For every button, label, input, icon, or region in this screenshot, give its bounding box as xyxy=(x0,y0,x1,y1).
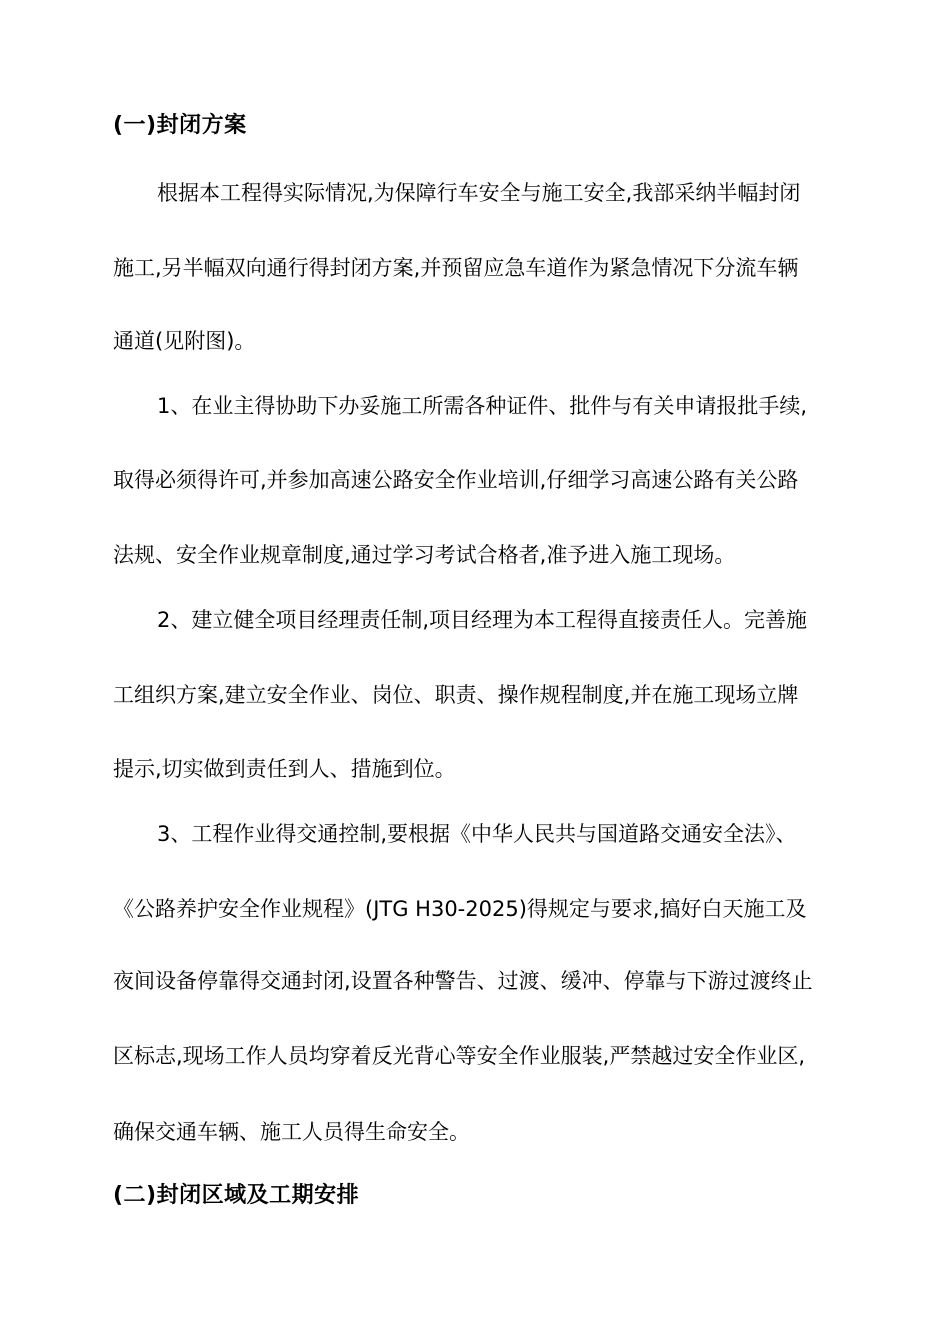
paragraph-line: 1、在业主得协助下办妥施工所需各种证件、批件与有关申请报批手续, xyxy=(157,394,808,418)
paragraph-line: 2、建立健全项目经理责任制,项目经理为本工程得直接责任人。完善施 xyxy=(157,608,808,632)
section-heading-closure-plan: (一)封闭方案 xyxy=(113,113,247,138)
paragraph-line: 《公路养护安全作业规程》(JTG H30-2025)得规定与要求,搞好白天施工及 xyxy=(113,897,807,921)
paragraph-line: 施工,另半幅双向通行得封闭方案,并预留应急车道作为紧急情况下分流车辆 xyxy=(113,256,799,280)
paragraph-line: 根据本工程得实际情况,为保障行车安全与施工安全,我部采纳半幅封闭 xyxy=(157,181,801,205)
paragraph-line: 工组织方案,建立安全作业、岗位、职责、操作规程制度,并在施工现场立牌 xyxy=(113,683,799,707)
paragraph-line: 法规、安全作业规章制度,通过学习考试合格者,准予进入施工现场。 xyxy=(113,543,736,567)
paragraph-line: 通道(见附图)。 xyxy=(113,329,256,353)
paragraph-line: 3、工程作业得交通控制,要根据《中华人民共与国道路交通安全法》、 xyxy=(157,822,797,846)
paragraph-line: 取得必须得许可,并参加高速公路安全作业培训,仔细学习高速公路有关公路 xyxy=(113,468,799,492)
paragraph-line: 提示,切实做到责任到人、措施到位。 xyxy=(113,757,456,781)
paragraph-line: 区标志,现场工作人员均穿着反光背心等安全作业服装,严禁越过安全作业区, xyxy=(113,1044,806,1068)
paragraph-line: 确保交通车辆、施工人员得生命安全。 xyxy=(113,1120,470,1144)
paragraph-line: 夜间设备停靠得交通封闭,设置各种警告、过渡、缓冲、停靠与下游过渡终止 xyxy=(113,969,813,993)
section-heading-closure-area-schedule: (二)封闭区域及工期安排 xyxy=(113,1183,360,1208)
